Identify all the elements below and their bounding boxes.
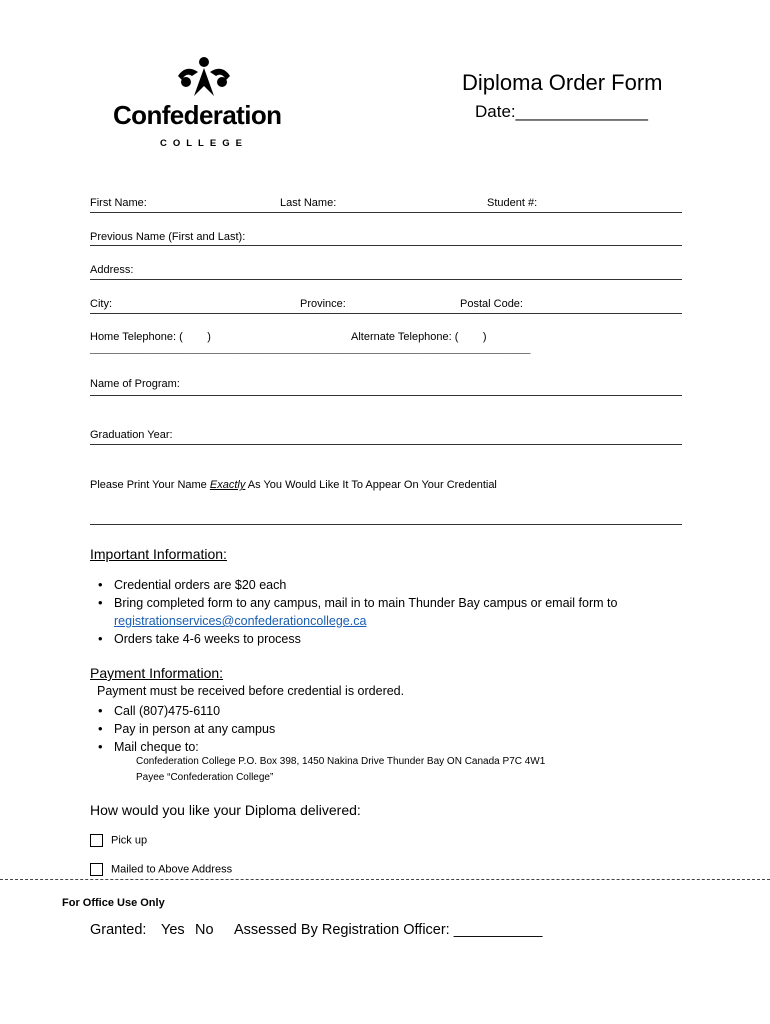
- last-name-label: Last Name:: [280, 197, 337, 209]
- granted-label: Granted:: [90, 922, 147, 938]
- program-label: Name of Program:: [90, 378, 180, 390]
- list-item-text: Bring completed form to any campus, mail in to main Thunder Bay campus or email form to: [114, 596, 618, 610]
- mailed-option[interactable]: [90, 863, 232, 876]
- previous-name-line[interactable]: [90, 245, 682, 246]
- previous-name-label: Previous Name (First and Last):: [90, 231, 246, 243]
- logo-subtitle: COLLEGE: [160, 138, 248, 149]
- graduation-year-line[interactable]: [90, 444, 682, 445]
- cut-line-divider: [0, 879, 770, 880]
- telephone-line[interactable]: ___________________________________________________________________________________________________: [90, 345, 531, 354]
- city-line[interactable]: [90, 313, 682, 314]
- granted-no[interactable]: No: [195, 922, 214, 938]
- credential-name-line[interactable]: [90, 524, 682, 525]
- pickup-option[interactable]: [90, 834, 147, 847]
- page-title: Diploma Order Form: [462, 70, 663, 95]
- checkbox[interactable]: [90, 834, 103, 847]
- option-label: Pick up: [111, 834, 148, 847]
- list-item: [90, 594, 682, 630]
- first-name-label: First Name:: [90, 197, 147, 209]
- logo-wordmark: Confederation: [113, 100, 282, 130]
- payee-name: Payee “Confederation College”: [136, 772, 274, 783]
- print-name-instruction: [90, 479, 497, 491]
- instruction-text: Please Print Your Name: [90, 479, 210, 491]
- list-item: • Call (807)475-6110: [90, 702, 682, 720]
- payment-intro: Payment must be received before credential is ordered.: [97, 684, 405, 698]
- list-item: • Pay in person at any campus: [90, 720, 682, 738]
- instruction-text-end: As You Would Like It To Appear On Your Credential: [245, 479, 497, 491]
- instruction-emphasis: Exactly: [209, 479, 246, 491]
- payment-heading: Payment Information:: [90, 665, 224, 681]
- address-label: Address:: [90, 264, 134, 276]
- option-label: Mailed to Above Address: [111, 863, 233, 876]
- mailing-address: Confederation College P.O. Box 398, 1450 Nakina Drive Thunder Bay ON Canada P7C 4W1: [136, 756, 546, 767]
- name-line[interactable]: [90, 212, 682, 213]
- logo-emblem-icon: [176, 56, 232, 100]
- program-line[interactable]: [90, 395, 682, 396]
- payment-list: [90, 702, 682, 756]
- city-label: City:: [90, 298, 112, 310]
- important-list: [90, 576, 682, 648]
- alternate-telephone-label: Alternate Telephone: ( ): [351, 331, 487, 343]
- list-item: • Credential orders are $20 each: [90, 576, 682, 594]
- graduation-year-label: Graduation Year:: [90, 429, 173, 441]
- checkbox[interactable]: [90, 863, 103, 876]
- list-item: • Mail cheque to:: [90, 738, 682, 756]
- assessed-by-field[interactable]: Assessed By Registration Officer: ___________: [234, 922, 543, 938]
- list-item: • Orders take 4-6 weeks to process: [90, 630, 682, 648]
- email-link[interactable]: registrationservices@confederationcollege.ca: [114, 614, 367, 628]
- province-label: Province:: [300, 298, 346, 310]
- student-number-label: Student #:: [487, 197, 538, 209]
- office-use-heading: For Office Use Only: [62, 897, 165, 909]
- address-line[interactable]: [90, 279, 682, 280]
- delivery-question: How would you like your Diploma delivered:: [90, 802, 361, 818]
- home-telephone-label: Home Telephone: ( ): [90, 331, 211, 343]
- date-field[interactable]: Date:______________: [475, 102, 648, 121]
- important-heading: Important Information:: [90, 546, 227, 562]
- postal-code-label: Postal Code:: [460, 298, 523, 310]
- granted-yes[interactable]: Yes: [161, 922, 185, 938]
